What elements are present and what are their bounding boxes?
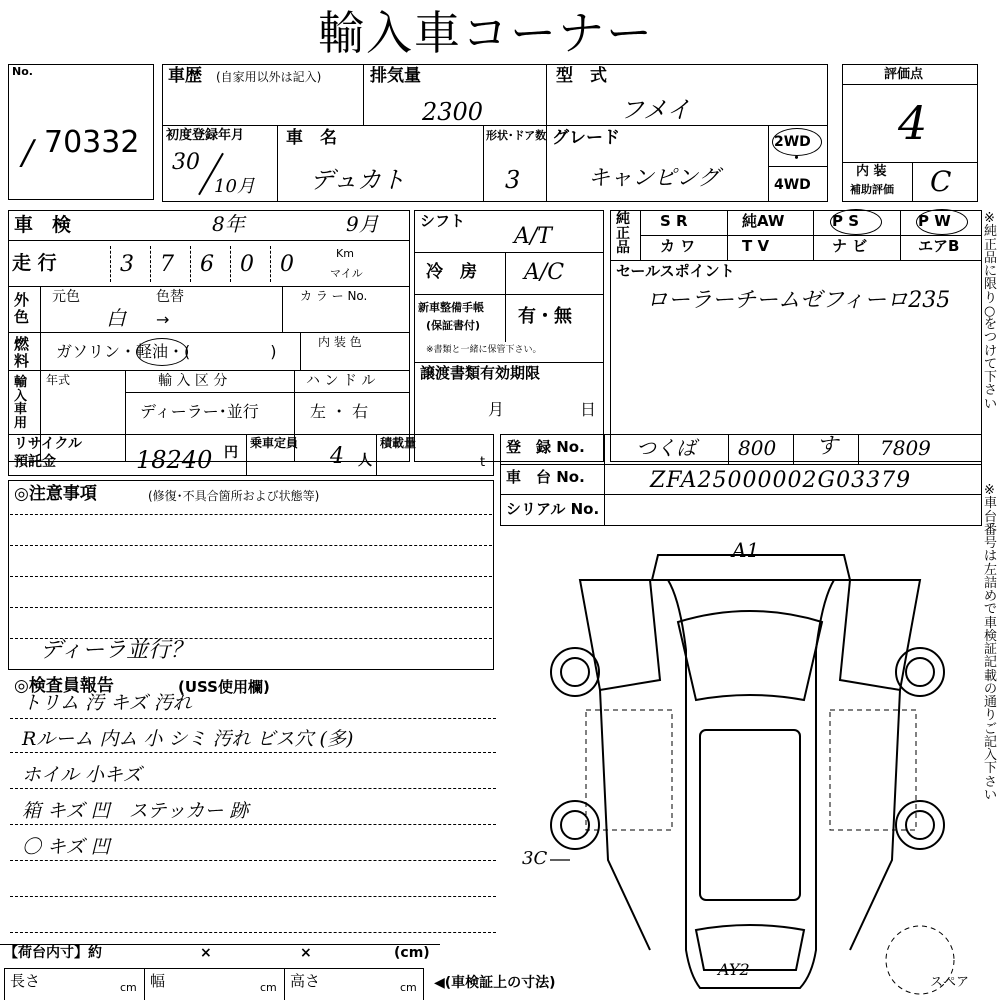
mileage-digit: 7: [160, 252, 174, 277]
transfer-month: 月: [488, 400, 505, 419]
equipment-side-label: 純正品: [616, 211, 630, 257]
serial-label: シリアル No.: [506, 500, 600, 518]
registration-kana: す: [816, 434, 839, 459]
shift-label: シフト: [420, 212, 466, 230]
import-class-value: ディーラー･並行: [140, 402, 259, 421]
ps-circle: [830, 209, 882, 235]
mileage-digit: 0: [240, 252, 254, 277]
history-label: 車歴: [168, 66, 202, 86]
diagram-rear-mark: AY2: [718, 960, 750, 979]
inspector-sub: (USS使用欄): [178, 678, 270, 696]
mileage-label: 走 行: [12, 252, 57, 274]
first-reg-label: 初度登録年月: [166, 128, 245, 143]
recycle-label1: リサイクル: [14, 436, 83, 452]
cargo-label: 【荷台内寸】約: [4, 945, 102, 961]
drive-4wd: 4WD: [774, 177, 811, 193]
inspection-month: 9月: [346, 212, 379, 236]
inspector-report-line: Rルーム 内ム 小 シミ 汚れ ビス穴 (多): [22, 728, 354, 750]
sales-point-value: ローラーチームゼフィーロ235: [646, 288, 951, 313]
car-name-label: 車 名: [286, 128, 337, 148]
notes-sub: (修復･不具合箇所および状態等): [148, 489, 320, 503]
mileage-unit-km: Km: [336, 247, 354, 260]
left-front-door: [580, 580, 660, 690]
color-original-value: 白: [106, 306, 126, 330]
cargo-cert-note: ◀(車検証上の寸法): [434, 975, 556, 991]
interior-score-label2: 補助評価: [850, 183, 894, 196]
cargo-length-label: 長さ: [10, 972, 41, 990]
chassis-label: 車 台 No.: [506, 468, 585, 486]
page-title: 輸入車コーナー: [318, 6, 654, 60]
doors-label: 形状･ドア数: [486, 129, 547, 142]
score-value: 4: [898, 96, 928, 150]
cargo-width-unit: cm: [260, 981, 277, 994]
manual-label2: (保証書付): [426, 319, 481, 332]
equipment-item-row2: ナ ビ: [832, 237, 868, 255]
displacement-value: 2300: [422, 98, 484, 126]
equipment-item-row2: エアB: [918, 237, 960, 255]
lot-prefix: /: [22, 133, 34, 173]
manual-value: 有・無: [518, 306, 572, 327]
lot-number: 70332: [44, 125, 140, 160]
grade-label: グレード: [552, 128, 620, 148]
color-side-label: 外色: [14, 291, 30, 326]
registration-class: 800: [738, 436, 777, 460]
import-side-label: 輸入車用: [14, 375, 28, 431]
cargo-length-unit: cm: [120, 981, 137, 994]
wheel-rear-left: [551, 801, 599, 849]
lot-number-label: No.: [12, 65, 33, 78]
inspector-report-line: ホイル 小キズ: [22, 764, 142, 786]
model-type-label: 型 式: [556, 66, 607, 86]
shift-grid: [414, 210, 604, 462]
wheel-rear-right: [896, 801, 944, 849]
equipment-item-row1: P W: [918, 212, 951, 230]
interior-score-value: C: [930, 165, 952, 198]
side-note-equipment: ※純正品に限り○をつけて下さい: [984, 211, 998, 412]
history-note: (自家用以外は記入): [216, 70, 322, 84]
grade-value: キャンピング: [588, 166, 720, 191]
cargo-height-unit: cm: [400, 981, 417, 994]
transfer-label: 譲渡書類有効期限: [420, 364, 541, 382]
import-class-label: 輸 入 区 分: [158, 373, 228, 389]
first-reg-year: 30: [172, 150, 200, 175]
drive-dot: ･: [793, 151, 800, 167]
cargo-x2: ×: [300, 945, 312, 961]
wheel-front-left: [551, 648, 599, 696]
mileage-digit: 6: [200, 252, 214, 277]
car-name-value: デュカト: [310, 166, 406, 194]
equipment-item-row1: S R: [660, 212, 688, 230]
aircon-value: A/C: [524, 260, 565, 285]
transfer-day: 日: [580, 400, 597, 419]
registration-area: つくば: [636, 436, 696, 460]
cargo-x1: ×: [200, 945, 212, 961]
interior-color-label: 内 装 色: [318, 335, 362, 349]
first-reg-month: 10月: [214, 176, 255, 197]
equipment-item-row2: T V: [742, 237, 770, 255]
color-original-label: 元色: [52, 289, 80, 305]
shift-value: A/T: [514, 224, 552, 249]
right-side-panel: [830, 710, 916, 830]
windshield: [678, 611, 822, 700]
inspector-report-line: トリム 汚 キズ 汚れ: [22, 692, 192, 714]
color-repaint-value: →: [156, 310, 170, 329]
sales-point-label: セールスポイント: [616, 262, 735, 280]
fuel-value: ガソリン・軽油・( ): [56, 342, 277, 361]
notes-label: ◎注意事項: [14, 484, 97, 504]
capacity-value: 4: [330, 444, 344, 469]
cargo-unit: (cm): [394, 945, 430, 961]
side-note-chassis: ※車台番号は左詰めで車検証記載の通りご記入下さい: [984, 483, 998, 803]
inspection-label: 車 検: [14, 214, 72, 236]
car-body: [668, 580, 834, 988]
recycle-unit: 円: [224, 445, 238, 461]
score-label: 評価点: [884, 67, 924, 82]
registration-label: 登 録 No.: [506, 438, 585, 456]
equipment-item-row2: カ ワ: [660, 237, 696, 255]
color-repaint-label: 色替: [156, 289, 184, 305]
inspection-year: 8年: [212, 212, 245, 236]
fuel-diesel-circle: [136, 338, 188, 366]
doors-value: 3: [505, 166, 521, 194]
color-number-label: カ ラ ー No.: [300, 289, 368, 303]
inspector-report-line: 箱 キズ 凹 ステッカー 跡: [22, 800, 249, 822]
displacement-label: 排気量: [370, 66, 421, 86]
equipment-item-row1: P S: [832, 212, 860, 230]
model-type-value: フメイ: [620, 96, 691, 124]
import-year-label: 年式: [46, 373, 71, 387]
chassis-value: ZFA25000002G03379: [650, 468, 912, 493]
inspector-report-line: 〇 キズ 凹: [22, 836, 110, 858]
cargo-dims: [4, 968, 424, 1000]
load-label: 積載量: [380, 436, 417, 450]
capacity-unit: 人: [358, 453, 372, 469]
inspector-label: ◎検査員報告: [14, 676, 114, 696]
car-diagram: [500, 530, 980, 1000]
manual-label1: 新車整備手帳: [418, 301, 484, 314]
cargo-height-label: 高さ: [290, 972, 321, 990]
rear-window: [696, 925, 804, 970]
interior-score-label1: 内 装: [856, 164, 887, 179]
mileage-unit-mile: マイル: [330, 267, 363, 280]
equipment-item-row1: 純AW: [742, 212, 785, 230]
drive-2wd: 2WD: [774, 134, 811, 150]
aircon-label: 冷 房: [426, 262, 477, 282]
recycle-label2: 預託金: [14, 454, 56, 470]
load-unit: t: [480, 455, 486, 470]
recycle-value: 18240: [136, 446, 213, 474]
left-side-panel: [586, 710, 672, 830]
mileage-digit: 3: [120, 252, 134, 277]
diagram-spare-label: スペア: [930, 975, 970, 990]
handle-value: 左 ・ 右: [310, 402, 369, 421]
diagram-front-mark: A1: [732, 538, 760, 562]
cargo-width-label: 幅: [150, 972, 166, 990]
mileage-digit: 0: [280, 252, 294, 277]
pw-circle: [916, 209, 968, 235]
notes-entry: ディーラ並行？: [40, 638, 193, 663]
manual-note: ※書類と一緒に保管下さい。: [426, 345, 542, 355]
fuel-side-label: 燃料: [14, 335, 30, 370]
handle-label: ハ ン ド ル: [306, 373, 376, 389]
right-front-door: [840, 580, 920, 690]
diagram-left-mark: 3C: [522, 848, 548, 869]
registration-number: 7809: [880, 436, 931, 460]
capacity-label: 乗車定員: [250, 436, 299, 450]
